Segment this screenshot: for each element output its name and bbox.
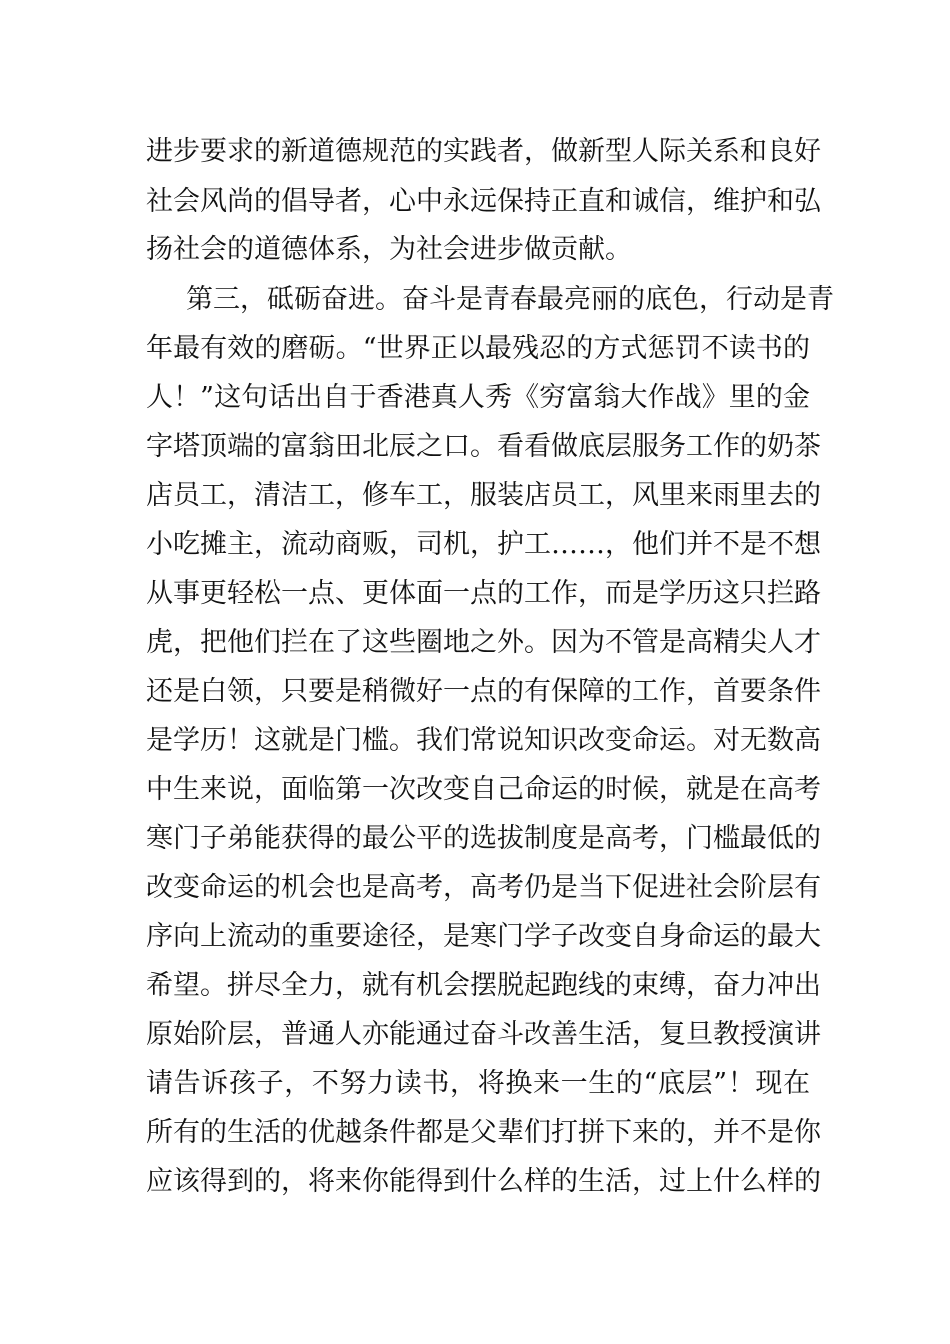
text-line-16: 改变命运的机会也是高考，高考仍是当下促进社会阶层有	[146, 872, 821, 903]
text-line-14: 中生来说，面临第一次改变自己命运的时候，就是在高考	[146, 774, 821, 805]
text-line-21: 所有的生活的优越条件都是父辈们打拼下来的，并不是你	[146, 1117, 821, 1148]
text-line-13: 是学历！这就是门槛。我们常说知识改变命运。对无数高	[146, 725, 821, 756]
text-line-10: 从事更轻松一点、更体面一点的工作，而是学历这只拦路	[146, 578, 821, 609]
text-line-3: 扬社会的道德体系，为社会进步做贡献。	[146, 234, 632, 265]
text-line-20: 请告诉孩子，不努力读书，将换来一生的“底层”！现在	[146, 1068, 810, 1099]
text-line-5: 年最有效的磨砺。“世界正以最残忍的方式惩罚不读书的	[146, 333, 810, 364]
text-line-18: 希望。拼尽全力，就有机会摆脱起跑线的束缚，奋力冲出	[146, 970, 821, 1001]
text-line-9: 小吃摊主，流动商贩，司机，护工……，他们并不是不想	[146, 529, 821, 560]
text-line-19: 原始阶层，普通人亦能通过奋斗改善生活，复旦教授演讲	[146, 1019, 821, 1050]
text-line-2: 社会风尚的倡导者，心中永远保持正直和诚信，维护和弘	[146, 186, 821, 217]
text-line-12: 还是白领，只要是稍微好一点的有保障的工作，首要条件	[146, 676, 821, 707]
text-line-11: 虎，把他们拦在了这些圈地之外。因为不管是高精尖人才	[146, 627, 821, 658]
text-line-7: 字塔顶端的富翁田北辰之口。看看做底层服务工作的奶茶	[146, 431, 821, 462]
text-line-17: 序向上流动的重要途径，是寒门学子改变自身命运的最大	[146, 921, 821, 952]
text-line-8: 店员工，清洁工，修车工，服装店员工，风里来雨里去的	[146, 480, 821, 511]
text-line-4: 第三，砥砺奋进。奋斗是青春最亮丽的底色，行动是青	[186, 284, 834, 315]
text-line-15: 寒门子弟能获得的最公平的选拔制度是高考，门槛最低的	[146, 823, 821, 854]
text-line-1: 进步要求的新道德规范的实践者，做新型人际关系和良好	[146, 136, 821, 167]
text-line-6: 人！”这句话出自于香港真人秀《穷富翁大作战》里的金	[146, 382, 810, 413]
text-line-22: 应该得到的，将来你能得到什么样的生活，过上什么样的	[146, 1166, 821, 1197]
